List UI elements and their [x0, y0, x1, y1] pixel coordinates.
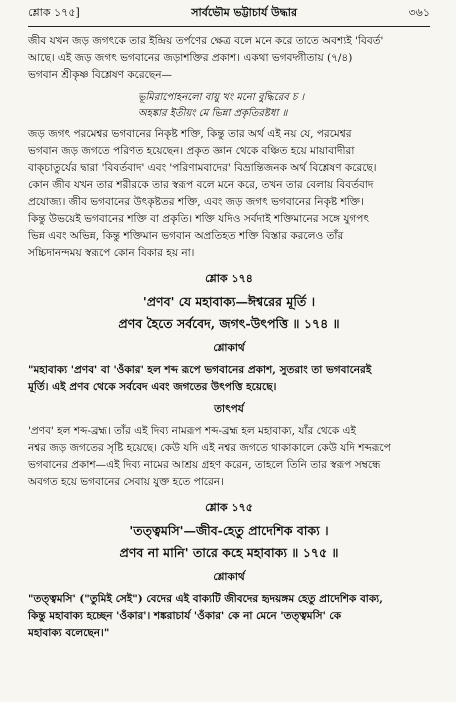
- page-header: [28, 4, 430, 24]
- verse-line: 'প্রণব' যে মহাবাক্য—ঈশ্বরের মূর্তি ।: [142, 294, 316, 309]
- verse-line: প্রণব না মানি' তারে কহে মহাবাক্য ॥ ১৭৫ ॥: [119, 545, 339, 560]
- sloka-175-translation: [28, 591, 430, 642]
- text-line: সচ্চিদানন্দময় স্বরূপে কোন বিকার হয় না।: [28, 247, 195, 259]
- text-line: ভগবান জড় জগতে পরিণত হয়েছেন। প্রকৃত জ্ঞান থেকে বঞ্চিত হয়ে মায়াবাদীরা: [28, 145, 355, 157]
- verse-line: প্রণব হৈতে সর্ববেদ, জগৎ-উৎপত্তি ॥ ১৭৪ ॥: [118, 316, 340, 331]
- sloka-174-purport-heading: তাৎপর্য: [214, 403, 244, 415]
- sloka-174-purport: [28, 423, 430, 491]
- text-line: মহাবাক্য বলেছেন।": [28, 627, 110, 639]
- text-line: "মহাবাক্য 'প্রণব' বা 'ওঁকার' হল শব্দ রূপে ভগবানের প্রকাশ, সুতরাং তা ভগবানেরই: [28, 364, 372, 376]
- text-line: ভিন্ন এবং অভিন্ন, কিন্তু শক্তিমান ভগবান অপ্রতিহত শক্তি বিস্তার করলেও তাঁর: [28, 230, 344, 242]
- text-line: মূর্তি। এই প্রণব থেকে সর্ববেদ এবং জগতের উৎপত্তি হয়েছে।: [28, 381, 277, 393]
- text-line: বাক্চাতুর্যের দ্বারা 'বিবর্তবাদ' এবং 'পরিণামবাদের' বিভ্রান্তিজনক অর্থ বিশ্লেষণ করেছে।: [28, 162, 377, 174]
- intro-line: ভগবান শ্রীকৃষ্ণ বিশ্লেষণ করেছেন—: [28, 69, 173, 81]
- text-line: "তত্ত্বমসি' ("তুমিই সেই") বেদের এই বাক্যটি জীবদের হৃদয়ঙ্গম হেতু প্রাদেশিক বাক্য,: [28, 593, 383, 605]
- text-line: অবগত হয়ে ভগবানের সেবায় যুক্ত হতে পারেন।: [28, 476, 224, 488]
- text-line: কিন্তু উভয়েই ভগবানের শক্তি বা প্রকৃতি। শক্তি যদিও সর্বদাই শক্তিমানের সঙ্গে যুগপৎ: [28, 213, 370, 225]
- sloka-174-translation: [28, 362, 430, 396]
- sloka-175-translation-heading: শ্লোকার্থ: [213, 571, 245, 583]
- text-line: 'প্রণব' হল শব্দ-ব্রহ্ম। তাঁর এই দিব্য নামরূপ শব্দ-ব্রহ্ম হল মহাবাক্য, যাঁর থেকে এই: [28, 425, 356, 437]
- text-line: ভগবানের প্রকাশ—এই দিব্য নামের আশ্রয় গ্রহণ করেন, তাহলে তিনি তার স্বরূপ সম্বন্ধে: [28, 459, 381, 471]
- paragraph: [28, 126, 430, 262]
- text-line: প্রযোজ্য। জীব ভগবানের উৎকৃষ্টতর শক্তি, এবং জড় জগৎ ভগবানের নিকৃষ্ট শক্তি।: [28, 196, 364, 208]
- text-line: নশ্বর জড় জগতের সৃষ্টি হয়েছে। কেউ যদি এই নশ্বর জগতে থাকাকালে কেউ যদি শব্দরূপে: [28, 442, 391, 454]
- text-line: জড় জগৎ পরমেশ্বর ভগবানের নিকৃষ্ট শক্তি, কিন্তু তার অর্থ এই নয় যে, পরমেশ্বর: [28, 128, 352, 140]
- text-line: কিন্তু মহাবাক্য হচ্ছেন 'ওঁকার'। শঙ্করাচার্য 'ওঁকার' কে না মেনে 'তত্ত্বমসি' কে: [28, 610, 342, 622]
- sloka-174-label: শ্লোক ১৭৪: [205, 272, 253, 285]
- page-number: ৩৬১: [408, 6, 430, 19]
- intro-line: জীব যখন জড় জগৎকে তার ইন্দ্রিয় তর্পণের ক্ষেত্র বলে মনে করে তাতে অবশ্যই 'বিবর্ত': [28, 35, 384, 47]
- intro-line: আছে। এই জড় জগৎ ভগবানের জড়াশক্তির প্রকাশ। একথা ভগবদ্গীতায় (৭/৪): [28, 52, 353, 64]
- header-chapter-title: সার্বভৌম ভট্টাচার্য উদ্ধার: [191, 6, 298, 19]
- sloka-174-translation-heading: শ্লোকার্থ: [213, 342, 245, 354]
- sloka-175-label: শ্লোক ১৭৫: [205, 501, 253, 514]
- gita-verse: [28, 90, 430, 122]
- verse-line: অহঙ্কার ইতীয়ং মে ভিন্না প্রকৃতিরষ্টধা ॥: [138, 108, 288, 119]
- sloka-174-verse: [28, 291, 430, 335]
- verse-line: 'তত্ত্বমসি'—জীব-হেতু প্রাদেশিক বাক্য ।: [129, 523, 329, 538]
- header-rule: [28, 26, 430, 27]
- verse-line: ভূমিরাপোহনলো বায়ু খং মনো বুদ্ধিরেব চ ।: [138, 92, 305, 103]
- header-verse-ref: শ্লোক ১৭৫]: [28, 6, 80, 19]
- text-line: কোন জীব যখন তার শরীরকে তার স্বরূপ বলে মনে করে, তখন তার বেলায় বিবর্তবাদ: [28, 179, 374, 191]
- sloka-175-verse: [28, 520, 430, 564]
